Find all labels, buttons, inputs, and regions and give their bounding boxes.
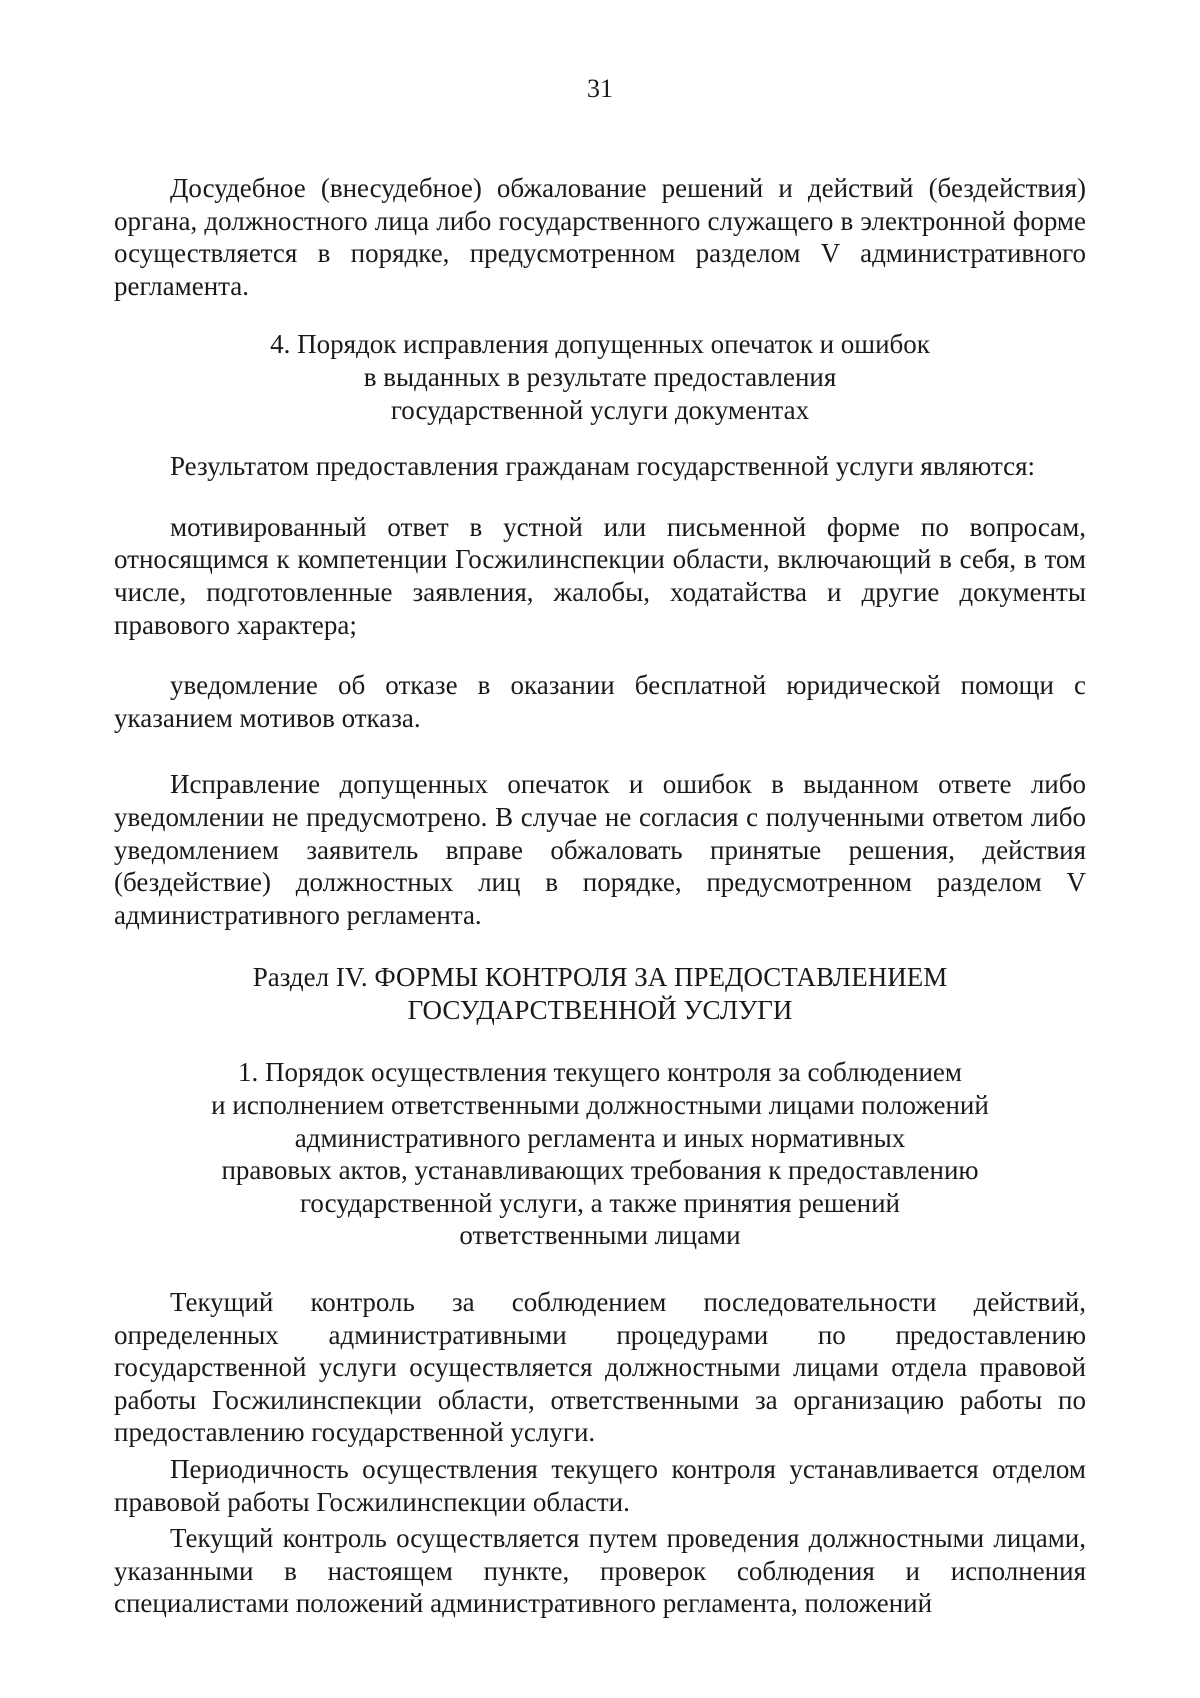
heading-line: государственной услуги документах bbox=[390, 394, 810, 425]
paragraph-corrections-note: Исправление допущенных опечаток и ошибок в выданном ответе либо уведомлении не предусмотрено. В случае не согласия с полученными ответом либо уведомлением заявитель вправе обжаловать принятые решения, действия (бездействие) должностных лиц в порядке, предусмотренном разделом V административного регламента. bbox=[114, 769, 1086, 930]
heading-line: в выданных в результате предоставления bbox=[363, 361, 837, 392]
heading-line: государственной услуги, а также принятия решений bbox=[300, 1187, 900, 1218]
heading-corrections bbox=[114, 328, 1086, 426]
heading-line: ответственными лицами bbox=[459, 1220, 741, 1251]
paragraph-result-refusal: уведомление об отказе в оказании бесплатной юридической помощи с указанием мотивов отказа. bbox=[114, 670, 1086, 733]
heading-section-4 bbox=[114, 961, 1086, 1026]
heading-line: административного регламента и иных нормативных bbox=[294, 1122, 906, 1153]
heading-line: 1. Порядок осуществления текущего контроля за соблюдением bbox=[238, 1057, 962, 1088]
paragraph-result-intro: Результатом предоставления гражданам государственной услуги являются: bbox=[170, 451, 1035, 482]
paragraph-control-1: Текущий контроль за соблюдением последовательности действий, определенных административными процедурами по предоставлению государственной услуги осуществляется должностными лицами отдела правовой работы Госжилинспекции области, ответственными за организацию работы по предоставлению государственной услуги. bbox=[114, 1287, 1086, 1448]
page-number: 31 bbox=[587, 74, 613, 103]
heading-line: и исполнением ответственными должностными лицами положений bbox=[211, 1090, 989, 1121]
page-content bbox=[114, 172, 1086, 1620]
paragraph-control-3: Текущий контроль осуществляется путем проведения должностными лицами, указанными в настоящем пункте, проверок соблюдения и исполнения специалистами положений административного регламента, положений bbox=[114, 1523, 1086, 1619]
heading-line: ГОСУДАРСТВЕННОЙ УСЛУГИ bbox=[407, 994, 793, 1025]
paragraph-appeal: Досудебное (внесудебное) обжалование решений и действий (бездействия) органа, должностного лица либо государственного служащего в электронной форме осуществляется в порядке, предусмотренном разделом V административного регламента. bbox=[114, 173, 1086, 301]
paragraph-result-answer: мотивированный ответ в устной или письменной форме по вопросам, относящимся к компетенции Госжилинспекции области, включающий в себя, в том числе, подготовленные заявления, жалобы, ходатайства и другие документы правового характера; bbox=[114, 511, 1086, 640]
heading-line: 4. Порядок исправления допущенных опечаток и ошибок bbox=[270, 329, 930, 360]
heading-line: правовых актов, устанавливающих требования к предоставлению bbox=[221, 1155, 979, 1186]
heading-current-control bbox=[114, 1056, 1086, 1252]
heading-line: Раздел IV. ФОРМЫ КОНТРОЛЯ ЗА ПРЕДОСТАВЛЕНИЕМ bbox=[252, 962, 948, 993]
paragraph-control-2: Периодичность осуществления текущего контроля устанавливается отделом правовой работы Госжилинспекции области. bbox=[114, 1454, 1086, 1517]
